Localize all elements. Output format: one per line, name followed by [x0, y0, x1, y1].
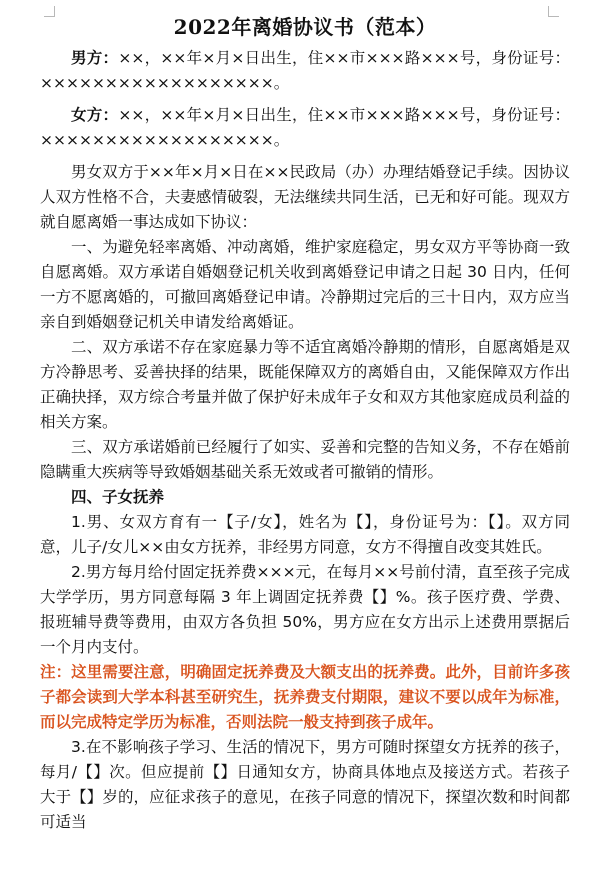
document-title: 2022年离婚协议书（范本）: [173, 15, 437, 39]
clause-3: 三、双方承诺婚前已经履行了如实、妥善和完整的告知义务，不存在婚前隐瞒重大疾病等导致婚姻基础关系无效或者可撤销的情形。: [40, 438, 570, 481]
party-woman-label: 女方：: [71, 106, 119, 124]
child-item-3: 3.在不影响孩子学习、生活的情况下，男方可随时探望女方抚养的孩子，每月/【】次。但应提前【】日通知女方，协商具体地点及接送方式。若孩子大于【】岁的，应征求孩子的意见，在孩子同意的情况下，探望次数和时间都可适当: [40, 738, 570, 831]
document-page: [40, 8, 570, 835]
intro-paragraph: 男女双方于××年×月×日在××民政局（办）办理结婚登记手续。因协议人双方性格不合，夫妻感情破裂，无法继续共同生活，已无和好可能。现双方就自愿离婚一事达成如下协议：: [40, 163, 570, 231]
party-woman-text: ××，××年×月×日出生，住××市×××路×××号，身份证号：××××××××××××××××××。: [40, 106, 570, 149]
note-paragraph: 注：这里需要注意，明确固定抚养费及大额支出的抚养费。此外，目前许多孩子都会读到大学本科甚至研究生，抚养费支付期限，建议不要以成年为标准，而以完成特定学历为标准，否则法院一般支持到孩子成年。: [40, 663, 570, 731]
clause-2: 二、双方承诺不存在家庭暴力等不适宜离婚冷静期的情形，自愿离婚是双方冷静思考、妥善抉择的结果，既能保障双方的离婚自由，又能保障双方作出正确抉择，双方综合考量并做了保护好未成年子女和双方其他家庭成员利益的相关方案。: [40, 338, 570, 431]
party-man-text: ××，××年×月×日出生，住××市×××路×××号，身份证号：××××××××××××××××××。: [40, 49, 570, 92]
child-item-1: 1.男、女双方育有一【子/女】，姓名为【】，身份证号为：【】。双方同意，儿子/女儿××由女方抚养，非经男方同意，女方不得擅自改变其姓氏。: [40, 513, 570, 556]
child-item-2: 2.男方每月给付固定抚养费×××元，在每月××号前付清，直至孩子完成大学学历，男方同意每隔 3 年上调固定抚养费【】%。孩子医疗费、学费、报班辅导费等费用，由双方各负担 50%，男方应在女方出示上述费用票据后一个月内支付。: [40, 563, 570, 656]
party-woman: [40, 103, 570, 153]
section-heading-child-support: 四、子女抚养: [71, 488, 165, 506]
party-man: [40, 46, 570, 96]
clause-1: 一、为避免轻率离婚、冲动离婚，维护家庭稳定，男女双方平等协商一致自愿离婚。双方承诺自婚姻登记机关收到离婚登记申请之日起 30 日内，任何一方不愿离婚的，可撤回离婚登记申请。冷静期过完后的三十日内，双方应当亲自到婚姻登记机关申请发给离婚证。: [40, 238, 570, 331]
party-man-label: 男方：: [71, 49, 119, 67]
